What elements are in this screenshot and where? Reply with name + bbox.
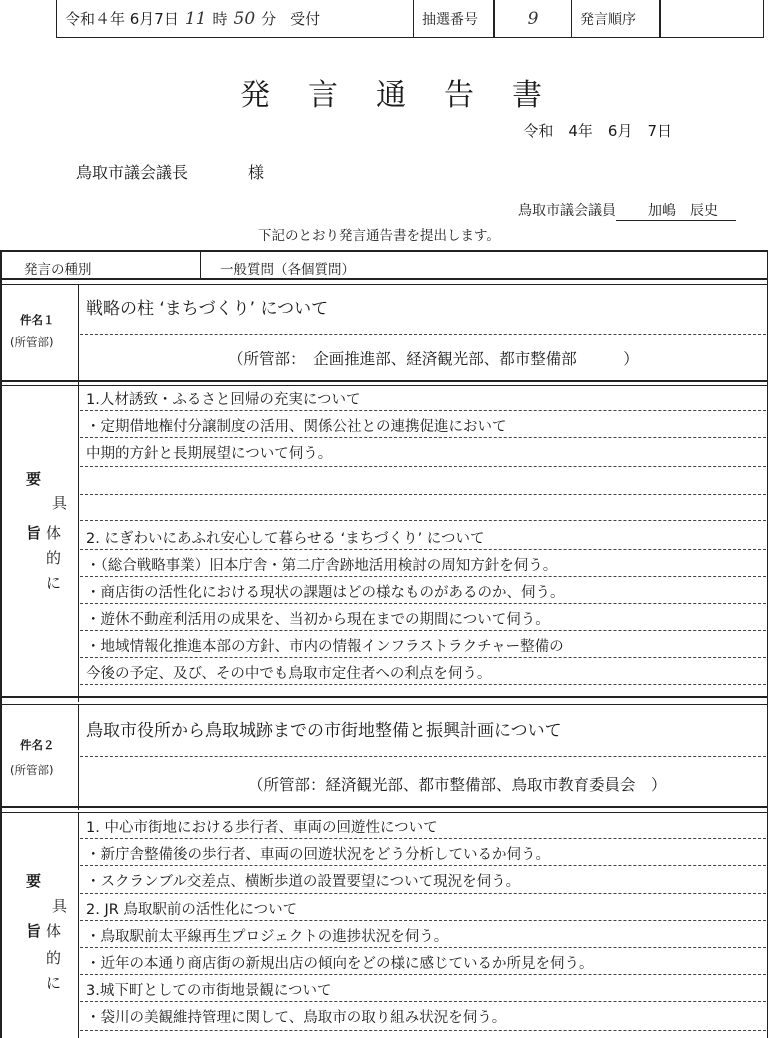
reception-minute: 50 [233,8,256,29]
notice-table [0,250,768,1038]
item2-line-5: ・鳥取駅前太平線再生プロジェクトの進捗状況を伺う。 [86,929,449,945]
item1-summary-ni: に [46,574,62,592]
reception-box [56,0,764,38]
item1-line-11: 今後の予定、及び、その中でも鳥取市定住者への利点を伺う。 [86,666,492,682]
item2-line-1: 1. 中心市街地における歩行者、車両の回遊性について [86,820,438,836]
lead-text: 下記のとおり発言通告書を提出します。 [258,228,500,244]
item2-line-6: ・近年の本通り商店街の新規出店の傾向をどの様に感じているか所見を伺う。 [86,956,594,972]
item2-line-7: 3.城下町としての市街地景観について [86,983,332,999]
item2-summary-yo: 要 [26,872,42,890]
item1-summary-gu: 具 [52,494,68,512]
item2-dept-label: (所管部) [10,763,54,777]
item2-summary-teki: 的 [46,949,62,967]
item1-subject: 戦略の柱 ‘まちづくり’ について [86,299,329,319]
item1-line-7: ・（総合戦略事業）旧本庁舎・第二庁舎跡地活用検討の周知方針を伺う。 [86,558,558,574]
document-date: 令和 4年 6月 7日 [523,122,672,140]
item1-line-9: ・遊休不動産利活用の成果を、当初から現在までの期間について伺う。 [86,612,550,628]
item1-line-6: 2. にぎわいにあふれ安心して暮らせる ‘まちづくり’ について [86,531,485,547]
submitter-label: 鳥取市議会議員 [518,203,616,219]
item1-summary-tai: 体 [46,524,62,542]
item1-summary-shi: 旨 [26,524,42,542]
item2-summary-shi: 旨 [26,922,42,940]
item1-dept-label: (所管部) [10,335,54,349]
item1-line-8: ・商店街の活性化における現状の課題はどの様なものがあるのか、伺う。 [86,585,565,601]
item1-label: 件名１ [20,313,55,327]
item2-line-2: ・新庁舎整備後の歩行者、車両の回遊状況をどう分析しているか伺う。 [86,847,550,863]
item1-line-2: ・定期借地権付分譲制度の活用、関係公社との連携促進において [86,419,507,435]
addressee-honorific: 様 [248,163,265,182]
reception-datetime [57,0,414,37]
item2-summary-tai: 体 [46,922,62,940]
item2-line-3: ・スクランブル交差点、横断歩道の設置要望について現況を伺う。 [86,874,521,890]
item2-summary-gu: 具 [52,897,68,915]
item1-line-3: 中期的方針と長期展望について伺う。 [86,446,333,462]
page-title: 発言通告書 [240,78,580,113]
order-value [660,0,763,37]
submitter-name: 加嶋 辰史 [616,200,736,221]
speech-type-label: 発言の種別 [24,262,92,278]
speech-type-value: 一般質問（各個質問） [220,262,355,278]
reception-hour: 11 [184,8,207,29]
item2-summary-ni: に [46,974,62,992]
item1-departments: （所管部： 企画推進部、経済観光部、都市整備部 ） [228,350,639,368]
item2-line-8: ・袋川の美観維持管理に関して、鳥取市の取り組み状況を伺う。 [86,1010,507,1026]
item2-subject: 鳥取市役所から鳥取城跡までの市街地整備と振興計画について [86,721,562,741]
reception-minute-unit: 分 [261,10,277,28]
reception-hour-unit: 時 [212,10,228,28]
item2-label: 件名２ [20,738,55,752]
item2-line-4: 2. JR 鳥取駅前の活性化について [86,902,298,918]
addressee-name: 鳥取市議会議長 [76,163,189,182]
item1-line-1: 1.人材誘致・ふるさと回帰の充実について [86,392,361,408]
item1-summary-teki: 的 [46,549,62,567]
item1-line-10: ・地域情報化推進本部の方針、市内の情報インフラストラクチャー整備の [86,639,564,655]
order-label: 発言順序 [572,0,660,37]
item2-departments: （所管部：経済観光部、都市整備部、鳥取市教育委員会 ） [248,776,667,794]
lottery-label: 抽選番号 [414,0,494,37]
reception-received: 受付 [290,10,321,28]
lottery-number: 9 [494,0,572,37]
reception-date: 令和４年 6月7日 [65,10,179,28]
item1-summary-yo: 要 [26,470,42,488]
submitter [518,200,736,221]
